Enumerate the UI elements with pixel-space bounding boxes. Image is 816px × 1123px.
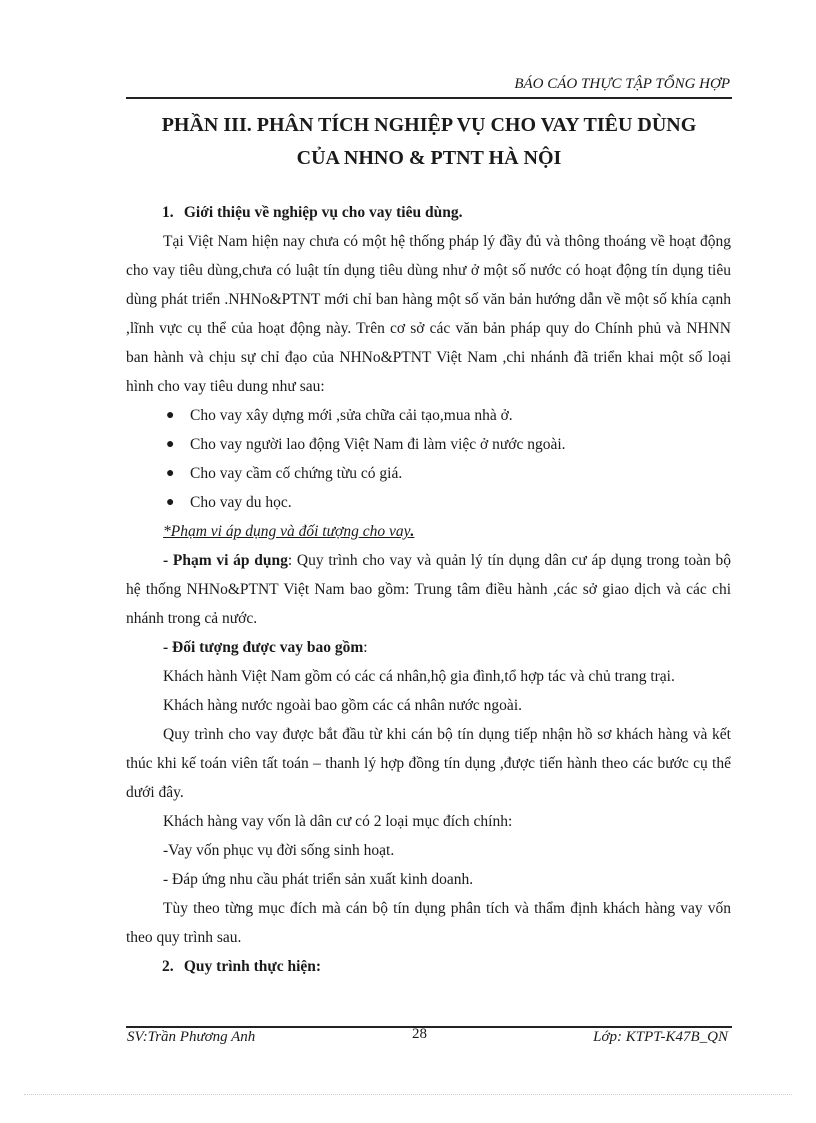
list-item: ● Cho vay xây dựng mới ,sửa chữa cải tạo,mua nhà ở.: [126, 401, 731, 430]
section-number: 1.: [162, 204, 174, 221]
scope-paragraph: - Phạm vi áp dụng: Quy trình cho vay và quản lý tín dụng dân cư áp dụng trong toàn bộ hệ thống NHNo&PTNT Việt Nam bao gồm: Trung tâm điều hành ,các sở giao dịch và các chi nhánh trong cả nước.: [126, 552, 732, 627]
page-number: 28: [412, 1026, 427, 1042]
subjects-paragraph-1: Khách hành Việt Nam gồm có các cá nhân,hộ gia đình,tổ hợp tác và chủ trang trại.: [163, 668, 675, 685]
chapter-title-line-1: PHẦN III. PHÂN TÍCH NGHIỆP VỤ CHO VAY TIÊU DÙNG: [161, 114, 697, 136]
final-paragraph: Tùy theo từng mục đích mà cán bộ tín dụng phân tích và thẩm định khách hàng vay vốn theo quy trình sau.: [126, 900, 731, 946]
process-paragraph: Quy trình cho vay được bắt đầu từ khi cán bộ tín dụng tiếp nhận hồ sơ khách hàng và kết thúc khi kế toán viên tất toán – thanh lý hợp đồng tín dụng ,được tiến hành theo các bước cụ thể dưới đây.: [126, 726, 731, 801]
document-body: [126, 198, 731, 981]
section-heading-1: [126, 198, 731, 227]
purpose-paragraph: Khách hàng vay vốn là dân cư có 2 loại mục đích chính:: [163, 813, 513, 830]
purpose-item-1: -Vay vốn phục vụ đời sống sinh hoạt.: [163, 842, 395, 859]
footer-student: SV:Trần Phương Anh: [127, 1029, 256, 1045]
footer-divider: [126, 1026, 732, 1028]
scope-label: - Phạm vi áp dụng: [163, 552, 288, 569]
section-heading-text: Quy trình thực hiện:: [183, 958, 322, 975]
page-edge-divider: [24, 1094, 792, 1095]
section-heading-text: Giới thiệu về nghiệp vụ cho vay tiêu dùng.: [183, 204, 463, 221]
subjects-paragraph-2: Khách hàng nước ngoài bao gồm các cá nhân nước ngoài.: [163, 697, 522, 714]
chapter-title-line-2: CỦA NHNO & PTNT HÀ NỘI: [296, 147, 562, 169]
header-divider: [126, 97, 732, 99]
purpose-item-2: - Đáp ứng nhu cầu phát triển sản xuất kinh doanh.: [163, 871, 474, 888]
section-number: 2.: [162, 958, 174, 975]
running-header: BÁO CÁO THỰC TẬP TỔNG HỢP: [514, 76, 730, 92]
list-item: ● Cho vay du học.: [126, 488, 731, 517]
bullet-icon: ●: [166, 408, 175, 423]
footer-class: Lớp: KTPT-K47B_QN: [593, 1029, 728, 1045]
intro-paragraph: Tại Việt Nam hiện nay chưa có một hệ thống pháp lý đầy đủ và thông thoáng về hoạt động cho vay tiêu dùng,chưa có luật tín dụng tiêu dùng như ở một số nước có hoạt động tín dụng tiêu dùng phát triển .NHNo&PTNT mới chỉ ban hàng một số văn bản hướng dẫn về một số khía cạnh ,lĩnh vực cụ thể của hoạt động này. Trên cơ sở các văn bản pháp quy do Chính phủ và NHNN ban hành và chịu sự chỉ đạo của NHNo&PTNT Việt Nam ,chi nhánh đã triển khai một số loại hình cho vay tiêu dung như sau:: [126, 233, 731, 395]
list-item: ● Cho vay cầm cố chứng từu có giá.: [126, 459, 731, 488]
section-heading-2: [126, 952, 731, 981]
bullet-icon: ●: [166, 495, 175, 510]
bullet-icon: ●: [166, 437, 175, 452]
subjects-label: - Đối tượng được vay bao gồm: [163, 639, 364, 656]
bullet-icon: ●: [166, 466, 175, 481]
subheading: *Phạm vi áp dụng và đối tượng cho vay.: [163, 523, 415, 540]
subjects-label-paragraph: - Đối tượng được vay bao gồm:: [163, 639, 368, 656]
list-item: ● Cho vay người lao động Việt Nam đi làm việc ở nước ngoài.: [126, 430, 731, 459]
